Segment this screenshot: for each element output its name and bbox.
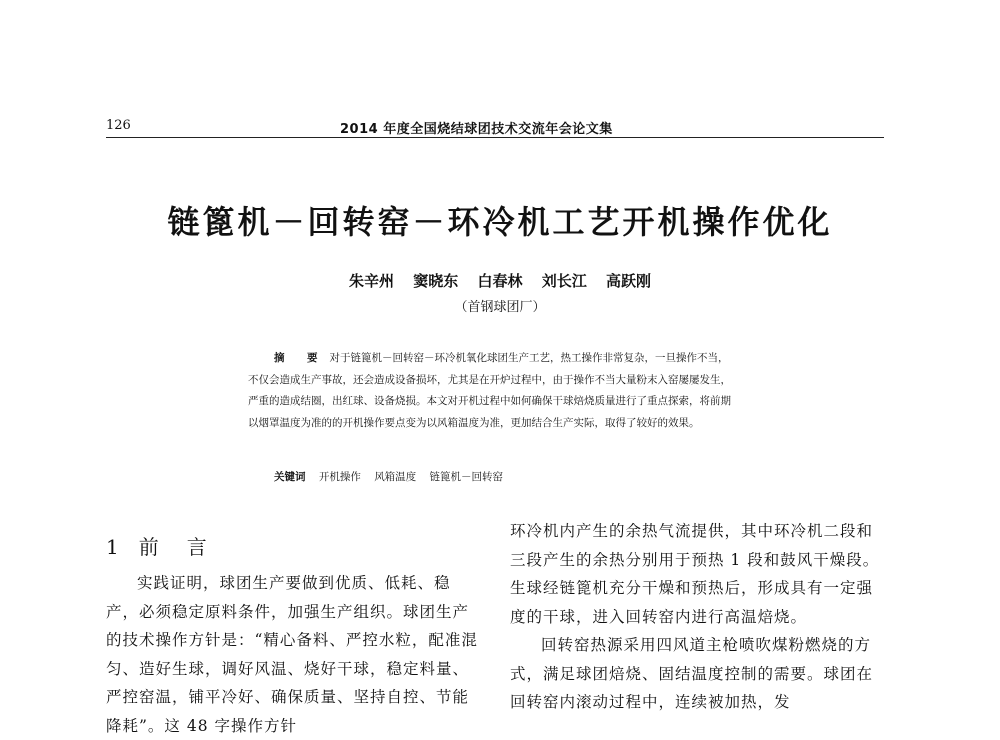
keyword: 链篦机－回转窑 <box>429 471 504 483</box>
header-rule <box>106 137 884 138</box>
left-column <box>106 569 480 740</box>
body-paragraph: 环冷机内产生的余热气流提供，其中环冷机二段和三段产生的余热分别用于预热 1 段和鼓风干燥段。生球经链篦机充分干燥和预热后，形成具有一定强度的干球，进入回转窑内进行高温焙烧。 <box>510 522 880 626</box>
keywords <box>274 469 513 484</box>
paper-title: 链篦机－回转窑－环冷机工艺开机操作优化 <box>167 203 833 241</box>
affiliation: （首钢球团厂） <box>454 300 546 315</box>
author-name: 刘长江 <box>541 272 587 290</box>
abstract-text: 对于链篦机－回转窑－环冷机氧化球团生产工艺，热工操作非常复杂，一旦操作不当，不仅会造成生产事故，还会造成设备损坏，尤其是在开炉过程中，由于操作不当大量粉末入窑屡屡发生，严重的造成结圈，出红球、设备烧损。本文对开机过程中如何确保干球焙烧质量进行了重点探索，将前期以烟罩温度为准的的开机操作要点变为以风箱温度为准，更加结合生产实际，取得了较好的效果。 <box>248 352 731 429</box>
keyword: 风箱温度 <box>374 471 417 483</box>
author-name: 白春林 <box>477 272 523 290</box>
author-name: 朱辛州 <box>348 272 394 290</box>
section-number: 1 <box>106 535 119 559</box>
body-paragraph: 回转窑热源采用四风道主枪喷吹煤粉燃烧的方式，满足球团焙烧、固结温度控制的需要。球团在回转窑内滚动过程中，连续被加热，发 <box>510 636 874 711</box>
author-name: 窦晓东 <box>413 272 459 290</box>
body-paragraph: 实践证明，球团生产要做到优质、低耗、稳产，必须稳定原料条件，加强生产组织。球团生产的技术操作方针是：“精心备料、严控水粒，配准混匀、造好生球，调好风温、烧好干球，稳定料量、严控窑温，铺平冷好、确保质量、坚持自控、节能降耗”。这 48 字操作方针 <box>106 574 478 735</box>
author-list <box>0 270 1000 291</box>
running-header: 2014 年度全国烧结球团技术交流年会论文集 <box>340 122 613 137</box>
section-heading <box>106 531 235 560</box>
page-number: 126 <box>106 118 131 133</box>
abstract <box>248 348 738 434</box>
keywords-label: 关键词 <box>274 471 306 483</box>
right-column <box>510 517 886 717</box>
author-name: 高跃刚 <box>605 272 651 290</box>
abstract-label: 摘 要 <box>274 352 324 364</box>
section-title: 前言 <box>138 535 235 559</box>
keyword: 开机操作 <box>318 471 361 483</box>
